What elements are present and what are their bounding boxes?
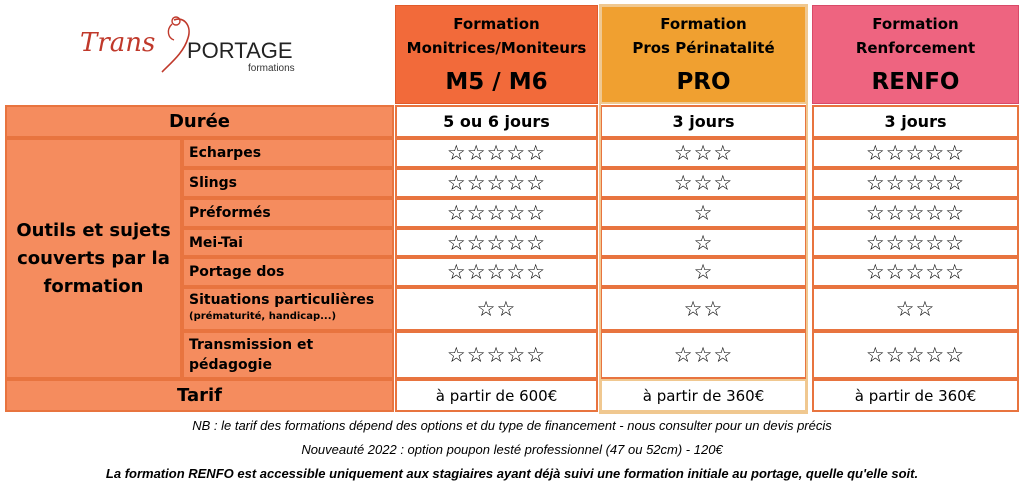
row-slings-m5m6: ☆☆☆☆☆ (395, 168, 598, 198)
header-pro-code: PRO (676, 69, 731, 95)
row-portage-dos-renfo: ☆☆☆☆☆ (812, 257, 1019, 287)
row-label-transmission-line2: pédagogie (189, 357, 272, 373)
row-portage-dos-pro: ☆ (600, 257, 807, 287)
note-nouveaute: Nouveauté 2022 : option poupon lesté professionnel (47 ou 52cm) - 120€ (301, 442, 723, 457)
row-slings-renfo: ☆☆☆☆☆ (812, 168, 1019, 198)
row-echarpes-pro: ☆☆☆ (600, 138, 807, 168)
logo-sub: formations (248, 63, 295, 74)
row-echarpes-renfo: ☆☆☆☆☆ (812, 138, 1019, 168)
row-transmission-m5m6: ☆☆☆☆☆ (395, 331, 598, 379)
row-meitai-pro: ☆ (600, 228, 807, 257)
row-situations-renfo: ☆☆ (812, 287, 1019, 331)
row-meitai-renfo: ☆☆☆☆☆ (812, 228, 1019, 257)
row-situations-pro: ☆☆ (600, 287, 807, 331)
row-label-transmission (182, 331, 394, 379)
duree-label: Durée (5, 105, 394, 138)
header-m5m6-code: M5 / M6 (445, 69, 548, 95)
row-label-situations-sub: (prématurité, handicap...) (189, 311, 337, 322)
row-portage-dos-m5m6: ☆☆☆☆☆ (395, 257, 598, 287)
section-label (5, 138, 182, 379)
row-label-meitai: Mei-Tai (182, 228, 394, 257)
header-renfo (812, 5, 1019, 104)
row-label-preformes: Préformés (182, 198, 394, 228)
row-slings-pro: ☆☆☆ (600, 168, 807, 198)
row-echarpes-m5m6: ☆☆☆☆☆ (395, 138, 598, 168)
logo (80, 10, 310, 80)
duree-renfo: 3 jours (812, 105, 1019, 138)
duree-pro: 3 jours (600, 105, 807, 138)
row-label-echarpes: Echarpes (182, 138, 394, 168)
row-transmission-renfo: ☆☆☆☆☆ (812, 331, 1019, 379)
note-nb: NB : le tarif des formations dépend des options et du type de financement - nous consulter pour un devis précis (192, 418, 832, 433)
row-meitai-m5m6: ☆☆☆☆☆ (395, 228, 598, 257)
header-renfo-code: RENFO (871, 69, 960, 95)
row-label-situations-main: Situations particulières (189, 292, 375, 308)
row-label-situations (182, 287, 394, 331)
note-renfo: La formation RENFO est accessible uniquement aux stagiaires ayant déjà suivi une formation initiale au portage, quelle qu'elle soit. (105, 466, 919, 481)
header-pro-line2: Pros Périnatalité (632, 39, 775, 57)
tarif-pro: à partir de 360€ (600, 379, 807, 412)
section-label-text: Outils et sujets couverts par la formation (16, 219, 171, 297)
row-situations-m5m6: ☆☆ (395, 287, 598, 331)
header-m5m6-line2: Monitrices/Moniteurs (406, 39, 587, 57)
row-label-slings: Slings (182, 168, 394, 198)
tarif-label: Tarif (5, 379, 394, 412)
tarif-m5m6: à partir de 600€ (395, 379, 598, 412)
logo-portage: PORTAGE (187, 38, 293, 63)
row-label-transmission-line1: Transmission et (189, 337, 314, 353)
row-preformes-renfo: ☆☆☆☆☆ (812, 198, 1019, 228)
header-renfo-line2: Renforcement (855, 39, 976, 57)
header-m5m6-line1: Formation (453, 15, 540, 33)
tarif-renfo: à partir de 360€ (812, 379, 1019, 412)
duree-m5m6: 5 ou 6 jours (395, 105, 598, 138)
row-transmission-pro: ☆☆☆ (600, 331, 807, 379)
row-label-portage-dos: Portage dos (182, 257, 394, 287)
logo-trans: Trans (80, 28, 156, 58)
header-pro (600, 5, 807, 104)
header-renfo-line1: Formation (872, 15, 959, 33)
header-pro-line1: Formation (660, 15, 747, 33)
row-preformes-m5m6: ☆☆☆☆☆ (395, 198, 598, 228)
header-m5m6 (395, 5, 598, 104)
row-preformes-pro: ☆ (600, 198, 807, 228)
